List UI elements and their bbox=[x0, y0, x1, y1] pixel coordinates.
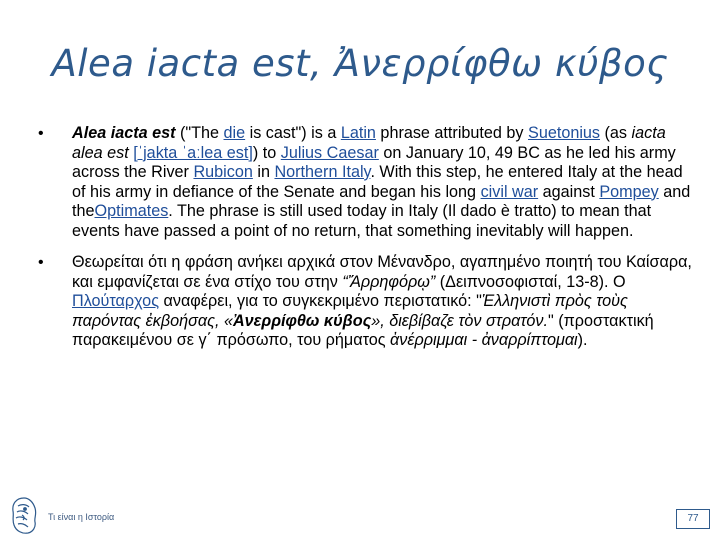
text-run: . With this step, he entered Italy at the head of his army in defiance of the Senate and began his long bbox=[72, 163, 683, 201]
text-run: " (προστακτική παρακειμένου σε γ΄ πρόσωπο, του ρήματος bbox=[72, 311, 654, 349]
text-run: ἀνέρριμμαι - ἀναρρίπτομαι bbox=[390, 331, 578, 349]
text-link[interactable]: Julius Caesar bbox=[280, 143, 379, 162]
text-link[interactable]: civil war bbox=[480, 182, 539, 201]
text-link[interactable]: Northern Italy bbox=[274, 163, 371, 181]
bullet-item bbox=[32, 253, 692, 351]
text-run: is cast") is a bbox=[245, 124, 341, 142]
text-link[interactable]: Πλούταρχος bbox=[72, 292, 159, 310]
slide-content bbox=[32, 124, 692, 363]
bullet-item bbox=[32, 124, 692, 241]
text-run: Ἑλληνιστὶ πρὸς τοὺς παρόντας ἐκβοήσας, « bbox=[72, 292, 628, 330]
text-run: Ἀνερρίφθω κύβος bbox=[232, 311, 372, 330]
text-link[interactable]: Pompey bbox=[599, 182, 659, 201]
text-run: on January 10, 49 BC as he led his army across the River bbox=[72, 143, 676, 181]
text-run: (Δειπνοσοφισταί, 13-8). Ο bbox=[435, 272, 626, 291]
text-run: Θεωρείται ότι η φράση ανήκει αρχικά στον Μένανδρο, αγαπημένο ποιητή του Καίσαρα, και εμφανίζεται σε ένα στίχο του στην bbox=[72, 253, 692, 291]
text-run: ) to bbox=[252, 143, 281, 162]
text-run: ). bbox=[577, 331, 588, 349]
bullet-icon: • bbox=[38, 254, 44, 271]
footer-text: Τι είναι η Ιστορία bbox=[48, 512, 115, 522]
text-run: and the bbox=[72, 182, 691, 220]
text-run: (as bbox=[600, 124, 632, 142]
text-run: iacta alea est bbox=[72, 124, 666, 162]
text-run: αναφέρει, για το συγκεκριμένο περιστατικό: " bbox=[159, 292, 482, 310]
bullet-icon: • bbox=[38, 125, 44, 142]
text-link[interactable]: Latin bbox=[340, 124, 376, 142]
text-run: . The phrase is still used today in Italy (Il dado è tratto) to mean that events have passed a point of no return, that something inevitably will happen. bbox=[72, 202, 652, 240]
text-run: Alea iacta est bbox=[72, 124, 176, 142]
text-link[interactable]: [ˈjakta ˈaːlea est] bbox=[133, 143, 253, 162]
text-run: against bbox=[538, 182, 600, 201]
page-number: 77 bbox=[676, 509, 710, 529]
text-run: phrase attributed by bbox=[375, 124, 529, 142]
text-run: in bbox=[252, 163, 275, 181]
text-run: “Ἄρρηφόρῳ” bbox=[342, 272, 436, 291]
bullet-text bbox=[72, 253, 692, 351]
university-logo-icon bbox=[6, 494, 42, 538]
text-run: ("The bbox=[175, 124, 224, 142]
text-link[interactable]: die bbox=[223, 124, 246, 142]
bullet-text bbox=[72, 124, 692, 241]
text-link[interactable]: Optimates bbox=[94, 202, 169, 220]
text-link[interactable]: Suetonius bbox=[528, 124, 601, 142]
slide-title: Alea iacta est, Ἀνερρίφθω κύβος bbox=[51, 42, 669, 85]
text-run: », διεβίβαζε τὸν στρατόν. bbox=[371, 311, 548, 330]
text-link[interactable]: Rubicon bbox=[193, 163, 253, 181]
